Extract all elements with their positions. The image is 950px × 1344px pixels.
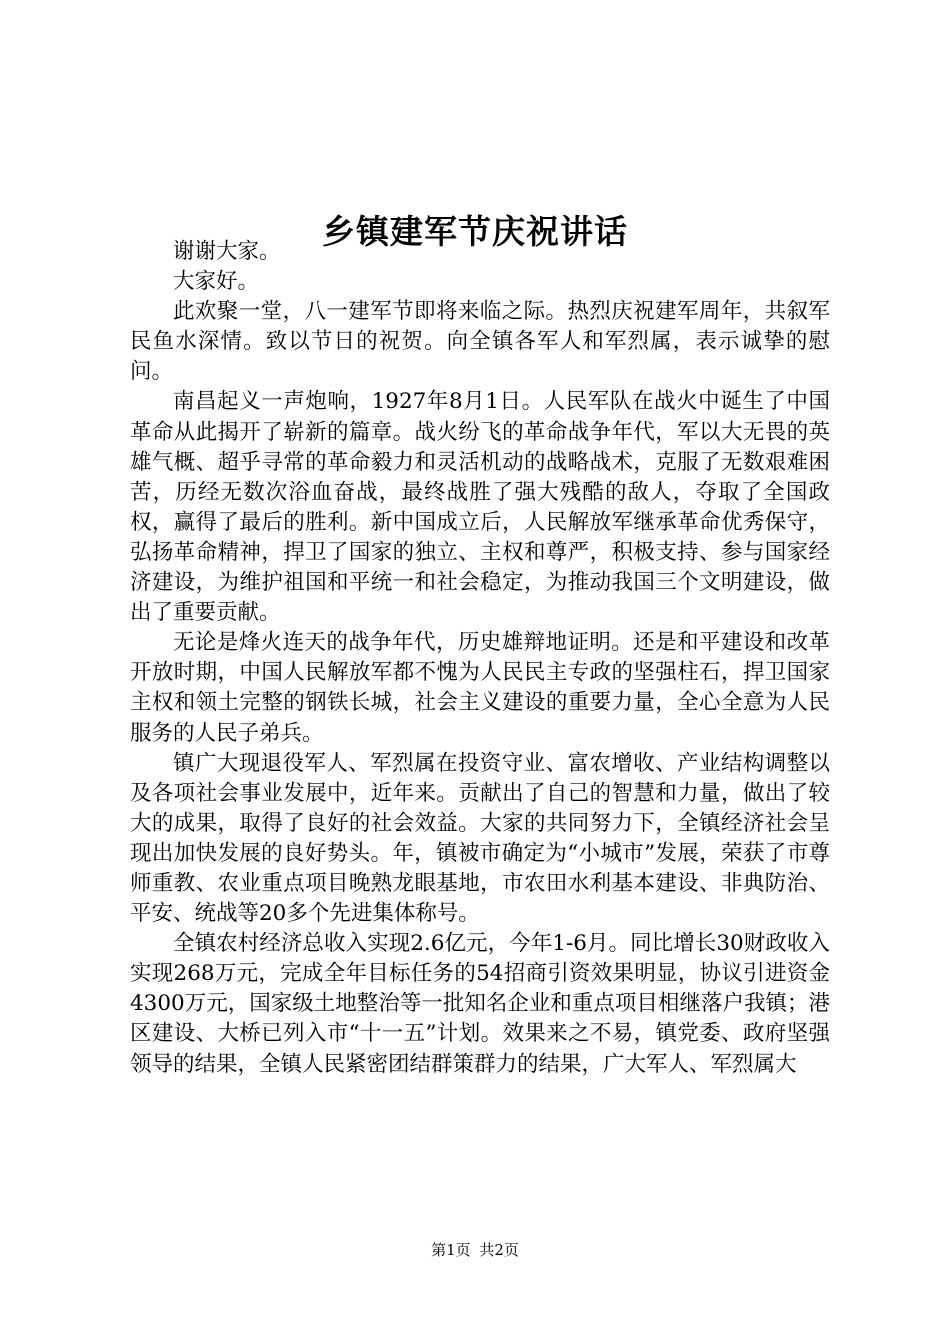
document-body	[130, 237, 830, 1080]
document-title: 乡镇建军节庆祝讲话	[322, 212, 628, 252]
page-total: 共2页	[479, 1241, 519, 1259]
paragraph-greeting: 大家好。	[173, 269, 260, 295]
page-number: 第1页	[431, 1241, 471, 1259]
paragraph-intro: 此欢聚一堂，八一建军节即将来临之际。热烈庆祝建军周年，共叙军民鱼水深情。致以节日的祝贺。向全镇各军人和军烈属，表示诚挚的慰问。	[130, 299, 830, 385]
page-footer	[0, 1239, 950, 1261]
paragraph-history: 南昌起义一声炮响，1927年8月1日。人民军队在战火中诞生了中国革命从此揭开了崭新的篇章。战火纷飞的革命战争年代，军以大无畏的英雄气概、超乎寻常的革命毅力和灵活机动的战略战术，克服了无数艰难困苦，历经无数次浴血奋战，最终战胜了强大残酷的敌人，夺取了全国政权，赢得了最后的胜利。新中国成立后，人民解放军继承革命优秀保守，弘扬革命精神，捍卫了国家的独立、主权和尊严，积极支持、参与国家经济建设，为维护祖国和平统一和社会稳定，为推动我国三个文明建设，做出了重要贡献。	[130, 389, 830, 626]
paragraph-contribution: 镇广大现退役军人、军烈属在投资守业、富农增收、产业结构调整以及各项社会事业发展中，近年来。贡献出了自己的智慧和力量，做出了较大的成果，取得了良好的社会效益。大家的共同努力下，全镇经济社会呈现出加快发展的良好势头。年，镇被市确定为“小城市”发展，荣获了市尊师重教、农业重点项目晚熟龙眼基地，市农田水利基本建设、非典防治、平安、统战等20多个先进集体称号。	[130, 750, 830, 927]
paragraph-thanks: 谢谢大家。	[173, 239, 281, 264]
paragraph-proof: 无论是烽火连天的战争年代，历史雄辩地证明。还是和平建设和改革开放时期，中国人民解放军都不愧为人民民主专政的坚强柱石，捍卫国家主权和领土完整的钢铁长城，社会主义建设的重要力量，全心全意为人民服务的人民子弟兵。	[130, 630, 830, 746]
paragraph-economy: 全镇农村经济总收入实现2.6亿元，今年1-6月。同比增长30财政收入实现268万元，完成全年目标任务的54招商引资效果明显，协议引进资金4300万元，国家级土地整治等一批知名企业和重点项目相继落户我镇；港区建设、大桥已列入市“十一五”计划。效果来之不易，镇党委、政府坚强领导的结果，全镇人民紧密团结群策群力的结果，广大军人、军烈属大	[130, 931, 830, 1077]
